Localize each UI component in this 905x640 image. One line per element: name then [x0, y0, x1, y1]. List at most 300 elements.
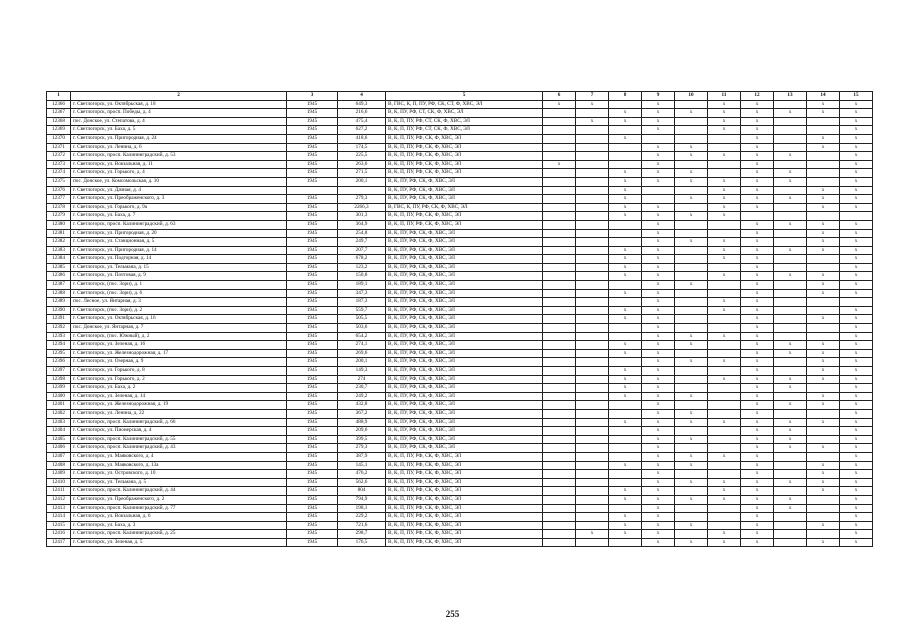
mark-cell: [543, 452, 576, 461]
table-row: [47, 324, 873, 333]
systems-list-cell: В, К, ПУ, РФ, СК, Ф, ХВС, ЭЛ: [386, 281, 543, 290]
area-cell: 274,1: [338, 341, 386, 350]
area-cell: 198,1: [338, 504, 386, 513]
mark-cell: [675, 349, 708, 358]
year-cell: 1945: [287, 143, 338, 152]
mark-cell: [576, 220, 609, 229]
mark-cell: x: [609, 289, 642, 298]
mark-cell: [774, 229, 807, 238]
mark-cell: x: [708, 418, 741, 427]
mark-cell: [675, 444, 708, 453]
area-cell: 189,1: [338, 281, 386, 290]
address-cell: г. Светлогорск, (пос. Зори), д. 1: [71, 281, 287, 290]
mark-cell: [774, 298, 807, 307]
mark-cell: x: [609, 186, 642, 195]
record-number-cell: 12416: [47, 530, 71, 539]
systems-list-cell: В, К, П, ПУ, РФ, СК, Ф, ХВС, ЭЛ: [386, 152, 543, 161]
area-cell: 298,7: [338, 530, 386, 539]
header-cell: 2: [71, 92, 287, 101]
address-cell: г. Светлогорск, ул. Октябрьская, д. 16: [71, 315, 287, 324]
mark-cell: [708, 384, 741, 393]
record-number-cell: 12386: [47, 272, 71, 281]
mark-cell: x: [609, 263, 642, 272]
address-cell: г. Светлогорск, ул. Почтовая, д. 9: [71, 272, 287, 281]
mark-cell: [576, 401, 609, 410]
record-number-cell: 12399: [47, 384, 71, 393]
table-row: [47, 169, 873, 178]
mark-cell: x: [807, 538, 840, 547]
mark-cell: x: [840, 324, 873, 333]
mark-cell: x: [741, 152, 774, 161]
mark-cell: x: [708, 117, 741, 126]
mark-cell: x: [642, 435, 675, 444]
mark-cell: x: [642, 246, 675, 255]
mark-cell: [675, 487, 708, 496]
mark-cell: [543, 203, 576, 212]
mark-cell: x: [741, 109, 774, 118]
mark-cell: [774, 203, 807, 212]
address-cell: пос. Донское, ул. Янтарная, д. 7: [71, 324, 287, 333]
address-cell: г. Светлогорск, просп. Калининградский, д. 44: [71, 487, 287, 496]
mark-cell: x: [642, 298, 675, 307]
mark-cell: x: [807, 487, 840, 496]
mark-cell: [708, 349, 741, 358]
mark-cell: x: [807, 143, 840, 152]
record-number-cell: 12406: [47, 444, 71, 453]
systems-list-cell: В, К, ПУ, РФ, СК, Ф, ХВС, ЭЛ: [386, 444, 543, 453]
mark-cell: x: [840, 349, 873, 358]
mark-cell: [576, 495, 609, 504]
mark-cell: x: [741, 461, 774, 470]
header-row: [47, 92, 873, 101]
table-row: [47, 203, 873, 212]
mark-cell: x: [642, 349, 675, 358]
mark-cell: x: [807, 186, 840, 195]
mark-cell: [774, 487, 807, 496]
mark-cell: x: [840, 384, 873, 393]
area-cell: 562,6: [338, 478, 386, 487]
mark-cell: x: [642, 160, 675, 169]
record-number-cell: 12372: [47, 152, 71, 161]
mark-cell: x: [741, 513, 774, 522]
mark-cell: x: [774, 375, 807, 384]
mark-cell: [807, 435, 840, 444]
mark-cell: x: [807, 272, 840, 281]
record-number-cell: 12383: [47, 246, 71, 255]
mark-cell: [675, 272, 708, 281]
area-cell: [338, 186, 386, 195]
mark-cell: x: [741, 452, 774, 461]
table-header: [47, 92, 873, 101]
mark-cell: x: [840, 238, 873, 247]
mark-cell: x: [840, 126, 873, 135]
mark-cell: [576, 487, 609, 496]
mark-cell: x: [807, 401, 840, 410]
document-table-wrapper: [46, 91, 873, 547]
mark-cell: x: [807, 238, 840, 247]
mark-cell: x: [642, 513, 675, 522]
mark-cell: x: [642, 478, 675, 487]
mark-cell: [675, 470, 708, 479]
mark-cell: x: [675, 341, 708, 350]
mark-cell: x: [741, 409, 774, 418]
mark-cell: x: [675, 281, 708, 290]
mark-cell: x: [807, 109, 840, 118]
systems-list-cell: В, К, ПУ, РФ, СК, Ф, ХВС, ЭЛ: [386, 177, 543, 186]
record-number-cell: 12398: [47, 375, 71, 384]
mark-cell: x: [675, 332, 708, 341]
mark-cell: [543, 169, 576, 178]
mark-cell: [675, 375, 708, 384]
mark-cell: x: [708, 177, 741, 186]
address-cell: г. Светлогорск, ул. Горького, д. 9а: [71, 203, 287, 212]
record-number-cell: 12393: [47, 332, 71, 341]
record-number-cell: 12376: [47, 186, 71, 195]
mark-cell: x: [642, 203, 675, 212]
mark-cell: [708, 281, 741, 290]
year-cell: 1945: [287, 272, 338, 281]
year-cell: 1945: [287, 298, 338, 307]
mark-cell: x: [774, 478, 807, 487]
mark-cell: [543, 152, 576, 161]
mark-cell: x: [741, 332, 774, 341]
year-cell: 1945: [287, 530, 338, 539]
mark-cell: [708, 444, 741, 453]
area-cell: 274: [338, 375, 386, 384]
mark-cell: x: [741, 384, 774, 393]
mark-cell: x: [840, 143, 873, 152]
mark-cell: [576, 315, 609, 324]
table-row: [47, 444, 873, 453]
year-cell: 1945: [287, 109, 338, 118]
mark-cell: [708, 324, 741, 333]
mark-cell: x: [708, 495, 741, 504]
mark-cell: [609, 435, 642, 444]
mark-cell: x: [609, 117, 642, 126]
address-cell: г. Светлогорск, ул. Маяковского, д. 13а: [71, 461, 287, 470]
mark-cell: x: [741, 435, 774, 444]
mark-cell: x: [741, 100, 774, 109]
systems-list-cell: В, К, ПУ, РФ, СК, Ф, ХВС, ЭЛ: [386, 324, 543, 333]
address-cell: г. Светлогорск, ул. Маяковского, д. 4: [71, 452, 287, 461]
area-cell: 187,3: [338, 298, 386, 307]
mark-cell: [543, 117, 576, 126]
record-number-cell: 12400: [47, 392, 71, 401]
year-cell: 1945: [287, 504, 338, 513]
mark-cell: x: [741, 126, 774, 135]
mark-cell: [543, 470, 576, 479]
mark-cell: [807, 332, 840, 341]
systems-list-cell: В, К, ПУ, РФ, СК, Ф, ХВС, ЭЛ: [386, 332, 543, 341]
mark-cell: [609, 220, 642, 229]
record-number-cell: 12392: [47, 324, 71, 333]
mark-cell: [576, 349, 609, 358]
mark-cell: [609, 281, 642, 290]
mark-cell: [774, 289, 807, 298]
mark-cell: [708, 134, 741, 143]
mark-cell: [708, 401, 741, 410]
mark-cell: x: [708, 246, 741, 255]
year-cell: 1945: [287, 289, 338, 298]
mark-cell: x: [840, 117, 873, 126]
mark-cell: [675, 246, 708, 255]
table-row: [47, 452, 873, 461]
year-cell: 1945: [287, 220, 338, 229]
mark-cell: [609, 126, 642, 135]
table-row: [47, 470, 873, 479]
area-cell: 559,7: [338, 306, 386, 315]
mark-cell: [543, 418, 576, 427]
address-cell: г. Светлогорск, просп. Калининградский, д. 77: [71, 504, 287, 513]
mark-cell: [576, 513, 609, 522]
table-row: [47, 427, 873, 436]
mark-cell: x: [642, 324, 675, 333]
table-row: [47, 367, 873, 376]
mark-cell: x: [741, 315, 774, 324]
mark-cell: x: [543, 160, 576, 169]
area-cell: 176,5: [338, 538, 386, 547]
systems-list-cell: В, К, ПУ, РФ, СК, Ф, ХВС, ЭЛ: [386, 375, 543, 384]
mark-cell: x: [840, 470, 873, 479]
mark-cell: [675, 126, 708, 135]
mark-cell: [609, 401, 642, 410]
mark-cell: x: [609, 134, 642, 143]
mark-cell: x: [675, 478, 708, 487]
mark-cell: [807, 452, 840, 461]
mark-cell: x: [642, 530, 675, 539]
table-row: [47, 341, 873, 350]
mark-cell: [675, 160, 708, 169]
mark-cell: x: [642, 401, 675, 410]
record-number-cell: 12384: [47, 255, 71, 264]
mark-cell: [774, 452, 807, 461]
mark-cell: x: [741, 220, 774, 229]
area-cell: 271,5: [338, 169, 386, 178]
table-row: [47, 134, 873, 143]
area-cell: 476,2: [338, 470, 386, 479]
mark-cell: x: [576, 530, 609, 539]
mark-cell: x: [609, 418, 642, 427]
mark-cell: x: [708, 186, 741, 195]
table-row: [47, 513, 873, 522]
mark-cell: x: [609, 375, 642, 384]
mark-cell: x: [840, 315, 873, 324]
year-cell: 1945: [287, 487, 338, 496]
address-cell: пос. Лесное, ул. Янтарная, д. 3: [71, 298, 287, 307]
mark-cell: x: [642, 100, 675, 109]
mark-cell: x: [774, 495, 807, 504]
mark-cell: [609, 409, 642, 418]
mark-cell: [543, 212, 576, 221]
address-cell: г. Светлогорск, просп. Калининградский, д. 25: [71, 530, 287, 539]
table-row: [47, 229, 873, 238]
year-cell: 1945: [287, 478, 338, 487]
systems-list-cell: В, К, ПУ, РФ, СК, Ф, ХВС, ЭЛ: [386, 272, 543, 281]
mark-cell: [576, 238, 609, 247]
record-number-cell: 12374: [47, 169, 71, 178]
mark-cell: x: [741, 272, 774, 281]
mark-cell: x: [741, 238, 774, 247]
year-cell: 1945: [287, 160, 338, 169]
record-number-cell: 12391: [47, 315, 71, 324]
area-cell: 418,6: [338, 134, 386, 143]
mark-cell: [576, 409, 609, 418]
systems-list-cell: В, К, ПУ, РФ, СК, Ф, ХВС, ЭЛ: [386, 298, 543, 307]
mark-cell: x: [642, 238, 675, 247]
mark-cell: [543, 401, 576, 410]
area-cell: 269,6: [338, 349, 386, 358]
mark-cell: x: [708, 203, 741, 212]
year-cell: 1945: [287, 212, 338, 221]
table-row: [47, 401, 873, 410]
mark-cell: x: [708, 487, 741, 496]
mark-cell: [543, 315, 576, 324]
mark-cell: [807, 152, 840, 161]
mark-cell: x: [609, 384, 642, 393]
mark-cell: [576, 478, 609, 487]
record-number-cell: 12402: [47, 409, 71, 418]
year-cell: 1945: [287, 306, 338, 315]
address-cell: г. Светлогорск, просп. Калининградский, д. 66: [71, 418, 287, 427]
mark-cell: [576, 427, 609, 436]
mark-cell: x: [708, 195, 741, 204]
mark-cell: [543, 134, 576, 143]
mark-cell: [543, 409, 576, 418]
mark-cell: [609, 332, 642, 341]
year-cell: 1945: [287, 470, 338, 479]
area-cell: 432,8: [338, 401, 386, 410]
mark-cell: x: [741, 478, 774, 487]
record-number-cell: 12375: [47, 177, 71, 186]
mark-cell: x: [741, 134, 774, 143]
area-cell: 399,5: [338, 435, 386, 444]
year-cell: 1945: [287, 229, 338, 238]
mark-cell: [807, 263, 840, 272]
header-cell: 13: [774, 92, 807, 101]
mark-cell: [675, 186, 708, 195]
mark-cell: [675, 384, 708, 393]
mark-cell: x: [840, 521, 873, 530]
table-row: [47, 212, 873, 221]
mark-cell: x: [642, 341, 675, 350]
mark-cell: [807, 504, 840, 513]
area-cell: 230,7: [338, 384, 386, 393]
area-cell: 347,3: [338, 289, 386, 298]
mark-cell: x: [708, 358, 741, 367]
mark-cell: [741, 212, 774, 221]
mark-cell: x: [576, 100, 609, 109]
address-cell: г. Светлогорск, ул. Преображенского, д. 2: [71, 495, 287, 504]
mark-cell: [543, 272, 576, 281]
mark-cell: [807, 117, 840, 126]
mark-cell: x: [609, 255, 642, 264]
mark-cell: x: [642, 358, 675, 367]
year-cell: 1945: [287, 495, 338, 504]
table-row: [47, 177, 873, 186]
mark-cell: x: [741, 375, 774, 384]
address-cell: г. Светлогорск, ул. Железнодорожная, д. 17: [71, 349, 287, 358]
systems-list-cell: В, ГВС, К, ПУ, РФ, СК, Ф, ХВС, ЭЛ: [386, 203, 543, 212]
mark-cell: x: [609, 487, 642, 496]
mark-cell: x: [642, 169, 675, 178]
mark-cell: [708, 169, 741, 178]
record-number-cell: 12395: [47, 349, 71, 358]
record-number-cell: 12388: [47, 289, 71, 298]
mark-cell: x: [642, 521, 675, 530]
mark-cell: x: [807, 358, 840, 367]
systems-list-cell: В, К, П, ПУ, РФ, СК, Ф, ХВС, ЭЛ: [386, 478, 543, 487]
mark-cell: x: [609, 530, 642, 539]
systems-list-cell: В, К, ПУ, РФ, СК, Ф, ХВС, ЭЛ: [386, 238, 543, 247]
mark-cell: x: [741, 186, 774, 195]
record-number-cell: 12412: [47, 495, 71, 504]
address-cell: г. Светлогорск, ул. Преображенского, д. 3: [71, 195, 287, 204]
mark-cell: x: [807, 195, 840, 204]
systems-list-cell: В, К, П, ПУ, РФ, СК, Ф, ХВС, ЭЛ: [386, 452, 543, 461]
mark-cell: x: [840, 186, 873, 195]
mark-cell: x: [708, 538, 741, 547]
area-cell: 200,1: [338, 358, 386, 367]
mark-cell: x: [840, 177, 873, 186]
year-cell: 1945: [287, 332, 338, 341]
mark-cell: [708, 435, 741, 444]
area-cell: 279,3: [338, 444, 386, 453]
address-cell: г. Светлогорск, ул. Ленина, д. 6: [71, 143, 287, 152]
mark-cell: [609, 229, 642, 238]
mark-cell: [543, 143, 576, 152]
mark-cell: [642, 195, 675, 204]
mark-cell: [609, 358, 642, 367]
mark-cell: x: [642, 212, 675, 221]
mark-cell: x: [774, 427, 807, 436]
mark-cell: [576, 306, 609, 315]
mark-cell: x: [741, 298, 774, 307]
mark-cell: x: [675, 109, 708, 118]
mark-cell: [543, 435, 576, 444]
mark-cell: x: [675, 521, 708, 530]
mark-cell: [609, 478, 642, 487]
mark-cell: [543, 487, 576, 496]
mark-cell: x: [642, 109, 675, 118]
mark-cell: [774, 392, 807, 401]
mark-cell: x: [840, 134, 873, 143]
mark-cell: [807, 384, 840, 393]
mark-cell: x: [741, 470, 774, 479]
record-number-cell: 12414: [47, 513, 71, 522]
systems-list-cell: В, К, П, ПУ, РФ, СК, Ф, ХВС, ЭЛ: [386, 487, 543, 496]
record-number-cell: 12408: [47, 461, 71, 470]
mark-cell: [675, 427, 708, 436]
mark-cell: x: [840, 538, 873, 547]
mark-cell: x: [642, 470, 675, 479]
mark-cell: x: [840, 152, 873, 161]
mark-cell: x: [741, 358, 774, 367]
mark-cell: x: [774, 195, 807, 204]
mark-cell: [675, 229, 708, 238]
mark-cell: x: [807, 461, 840, 470]
record-number-cell: 12397: [47, 367, 71, 376]
area-cell: 678,2: [338, 255, 386, 264]
mark-cell: x: [807, 444, 840, 453]
mark-cell: [708, 513, 741, 522]
mark-cell: x: [609, 392, 642, 401]
area-cell: 654,2: [338, 332, 386, 341]
mark-cell: [774, 324, 807, 333]
mark-cell: x: [807, 281, 840, 290]
table-row: [47, 358, 873, 367]
mark-cell: x: [675, 418, 708, 427]
mark-cell: [807, 177, 840, 186]
